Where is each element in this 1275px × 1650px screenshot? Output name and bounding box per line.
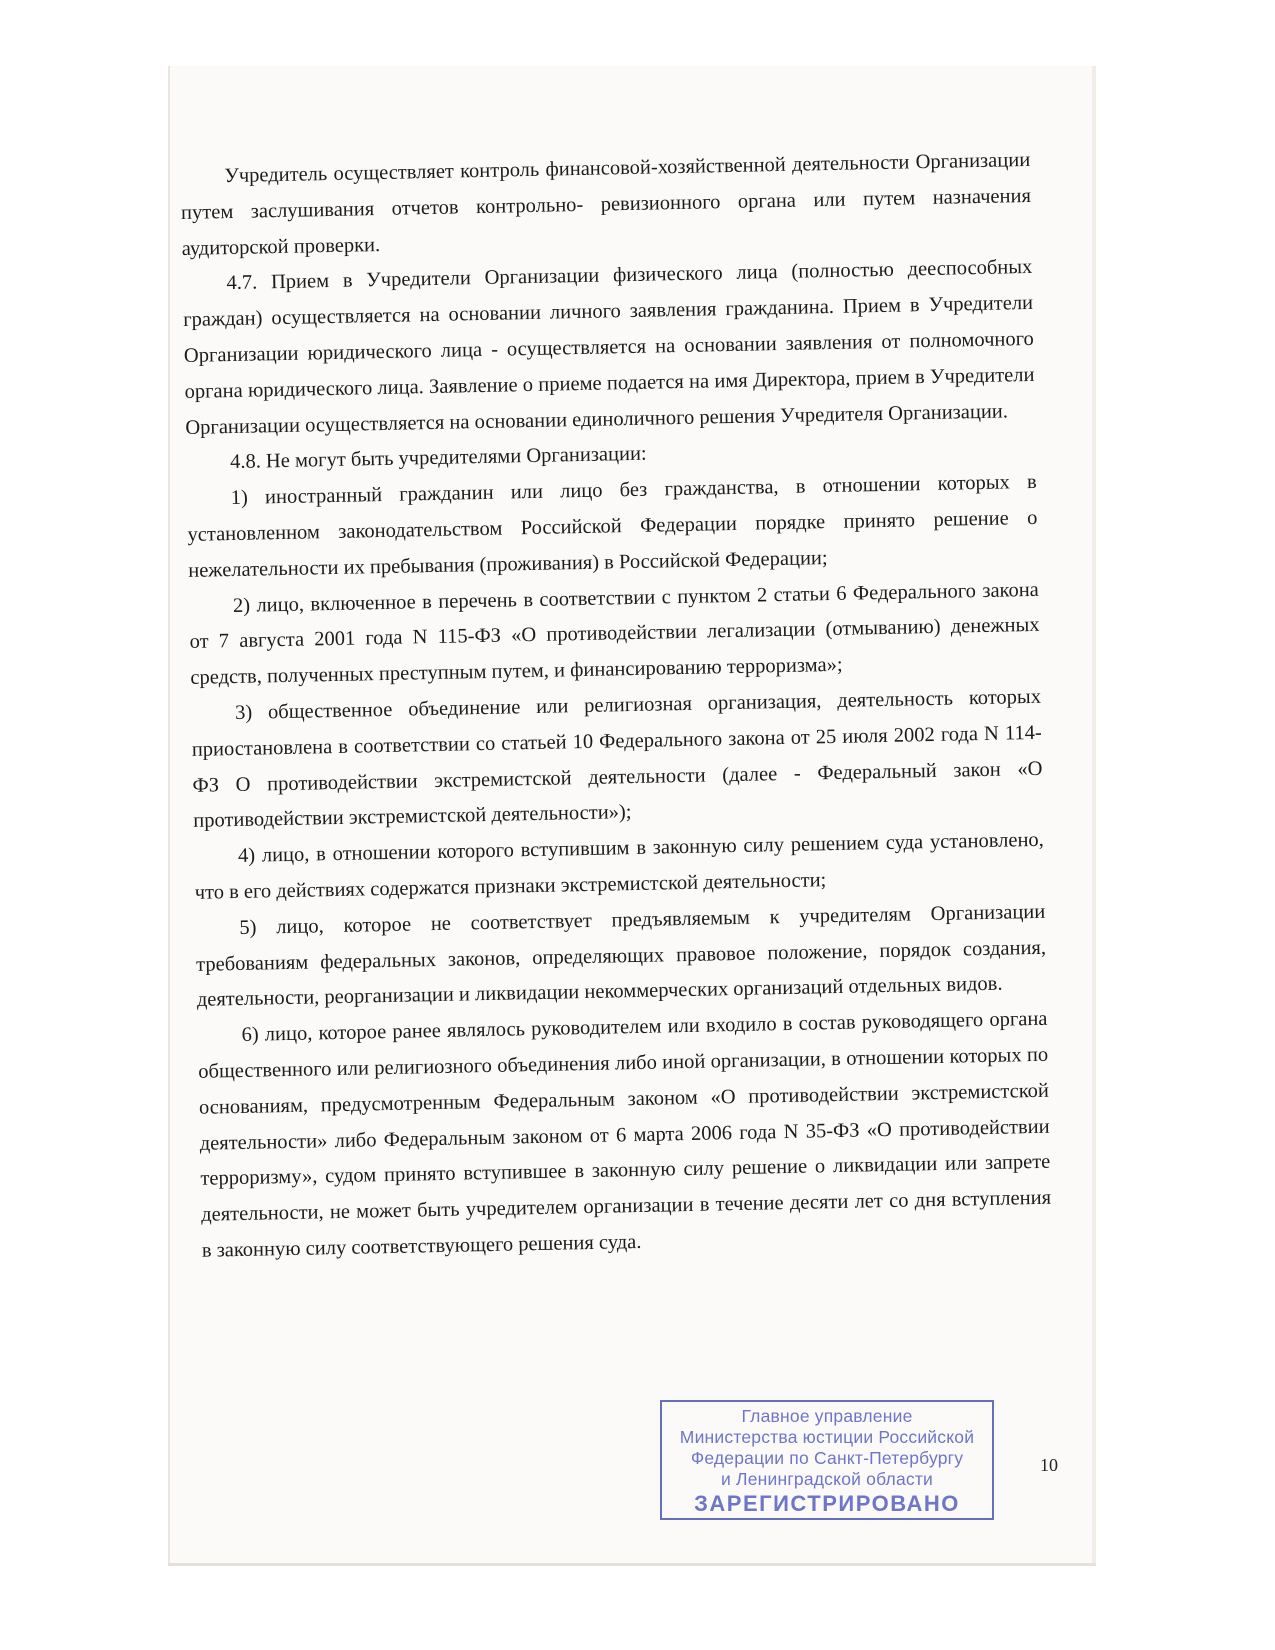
stamp-line-3: Федерации по Санкт-Петербургу xyxy=(690,1448,964,1468)
stamp-line-2: Министерства юстиции Российской xyxy=(679,1427,975,1447)
page-number: 10 xyxy=(1040,1455,1058,1475)
paragraph-4-8: 4.8. Не могут быть учредителями Организации: xyxy=(229,443,647,474)
list-item-4: 4) лицо, в отношении которого вступившим в законную силу решением суда установлено, что в его действиях содержатся признаки экстремистской деятельности; xyxy=(194,828,1045,904)
stamp-line-1: Главное управление xyxy=(741,1406,913,1426)
document-body xyxy=(180,143,1052,1270)
sheet-bottom-edge xyxy=(168,1563,1096,1566)
list-item-3: 3) общественное объединение или религиозная организация, деятельность которых приостановлена в соответствии со статьей 10 Федерального закона от 25 июля 2002 года N 114-ФЗ О противодействии экстремистской деятельности (далее - Федеральный закон «О противодействии экстремистской деятельности»); xyxy=(191,685,1043,833)
sheet-edge xyxy=(1092,66,1096,1566)
list-item-1: 1) иностранный гражданин или лицо без гражданства, в отношении которых в установленном законодательством Российской Федерации порядке принято решение о нежелательности их пребывания (проживания) в Российской Федерации; xyxy=(187,471,1038,582)
list-item-2: 2) лицо, включенное в перечень в соответствии с пунктом 2 статьи 6 Федерального закона от 7 августа 2001 года N 115-ФЗ «О противодействии легализации (отмыванию) денежных средств, полученных преступным путем, и финансированию терроризма»; xyxy=(189,578,1040,690)
list-item-5: 5) лицо, которое не соответствует предъявляемым к учредителям Организации требованиям федеральных законов, определяющих правовое положение, порядок создания, деятельности, реорганизации и ликвидации некоммерческих организаций отдельных видов. xyxy=(195,900,1047,1012)
stamp-registered: ЗАРЕГИСТРИРОВАНО xyxy=(694,1491,960,1516)
list-item-6: 6) лицо, которое ранее являлось руководителем или входило в состав руководящего органа общественного или религиозного объединения либо иной организации, в отношении которых по основаниям, предусмотренным Федеральным законом «О противодействии экстремистской деятельности» либо Федеральным законом от 6 марта 2006 года N 35-ФЗ «О противодействии терроризму», судом принято вступившее в законную силу решение о ликвидации или запрете деятельности, не может быть учредителем организации в течение десяти лет со дня вступления в законную силу соответствующего решения суда. xyxy=(198,1007,1052,1262)
paragraph-4-7: 4.7. Прием в Учредители Организации физического лица (полностью дееспособных граждан) осуществляется на основании личного заявления гражданина. Прием в Учредители Организации юридического лица - осуществляется на основании заявления от полномочного органа юридического лица. Заявление о приеме подается на имя Директора, прием в Учредители Организации осуществляется на основании единоличного решения Учредителя Организации. xyxy=(182,256,1035,439)
registration-stamp xyxy=(660,1400,994,1520)
paragraph-control: Учредитель осуществляет контроль финансовой-хозяйственной деятельности Организации путем заслушивания отчетов контрольно- ревизионного органа или путем назначения аудиторской проверки. xyxy=(180,148,1032,260)
stamp-line-4: и Ленинградской области xyxy=(720,1469,934,1489)
